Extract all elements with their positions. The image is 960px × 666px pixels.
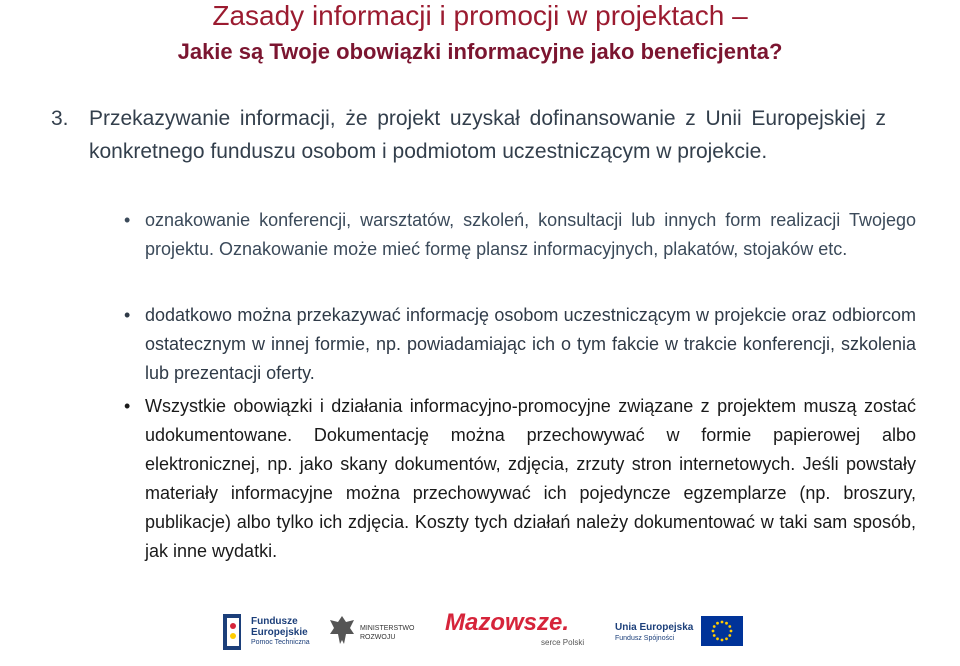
bullet-item-3 [124,392,916,566]
eu-flag-icon [701,616,743,646]
eu-logo-line2: Fundusz Spójności [615,635,675,642]
bullet-text: Wszystkie obowiązki i działania informacyjno-promocyjne związane z projektem muszą zostać udokumentowane. Dokumentację można przechowywać w formie papierowej albo elektronicznej, np. jako skany dokumentów, zdjęcia, zrzuty stron internetowych. Jeśli powstały materiały informacyjne można przechowywać ich pojedyncze egzemplarze (np. broszury, publikacje) albo tylko ich zdjęcia. Koszty tych działań należy dokumentować w taki sam sposób, jak inne wydatki. [145,396,916,561]
footer-logos [0,600,960,666]
eu-logo-line1: Unia Europejska [615,622,694,633]
bullet-icon: • [124,305,131,325]
point-text: Przekazywanie informacji, że projekt uzyskał dofinansowanie z Unii Europejskiej z konkretnego funduszu osobom i podmiotom uczestniczącym w projekcie. [89,107,886,163]
mazowsze-logo-tagline: serce Polski [541,638,585,647]
fe-emblem-icon [219,610,249,654]
point-number: 3. [51,107,69,130]
mazowsze-logo-name: Mazowsze. [445,609,570,636]
bullet-text: dodatkowo można przekazywać informację osobom uczestniczącym w projekcie oraz odbiorcom ostatecznym w innej formie, np. powiadamiając ich o tym fakcie w trakcie konferencji, szkolenia lub prezentacji oferty. [145,305,916,383]
mazowsze-logo [445,606,595,658]
numbered-point [51,102,886,168]
ministry-logo [328,610,428,656]
eagle-emblem-icon [328,614,356,648]
page-title: Zasady informacji i promocji w projektach – [212,0,748,31]
fe-logo-line1: Fundusze [251,616,298,627]
eu-logo [615,608,745,654]
bullet-item-1 [124,206,916,264]
bullet-icon: • [124,210,131,230]
fe-logo-line3: Pomoc Techniczna [251,639,310,646]
bullet-item-2 [124,301,916,388]
page-subtitle: Jakie są Twoje obowiązki informacyjne jako beneficjenta? [177,39,783,64]
fundusze-europejskie-logo [219,608,329,656]
fe-logo-line2: Europejskie [251,627,308,638]
bullet-icon: • [124,396,131,416]
ministry-logo-line2: ROZWOJU [360,634,396,641]
bullet-text: oznakowanie konferencji, warsztatów, szkoleń, konsultacji lub innych form realizacji Twojego projektu. Oznakowanie może mieć formę plansz informacyjnych, plakatów, stojaków etc. [145,210,916,259]
ministry-logo-line1: MINISTERSTWO [360,625,415,632]
